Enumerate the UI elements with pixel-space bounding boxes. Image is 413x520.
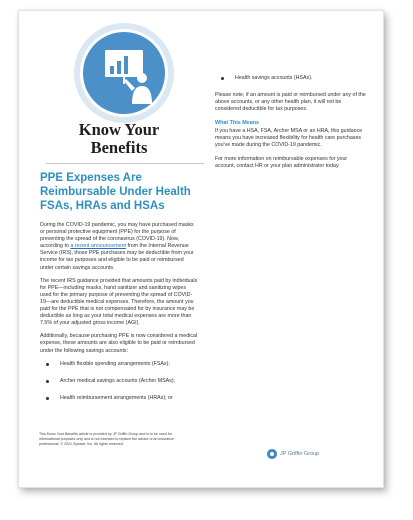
company-name: JP Griffin Group [280, 451, 320, 457]
list-item: Health reimbursement arrangements (HRAs); or [40, 395, 198, 402]
know-your-benefits-title: Know Your Benefits [78, 120, 160, 157]
list-item: Health flexible spending arrangements (FSAs); [40, 361, 198, 368]
list-item: Health savings accounts (HSAs). [215, 75, 367, 82]
presentation-chart-icon [68, 21, 180, 125]
document-page [18, 10, 384, 488]
announcement-link[interactable]: a recent announcement [70, 243, 126, 250]
left-body [40, 222, 198, 412]
article-headline: PPE Expenses Are Reimbursable Under Health FSAs, HRAs and HSAs [40, 172, 191, 212]
paragraph-more-info: For more information on reimbursable expenses for your account, contact HR or your plan administrator today. [215, 155, 348, 169]
benefits-logo [68, 21, 180, 125]
company-logo-icon [267, 449, 277, 459]
accounts-list-continued [215, 75, 367, 82]
title-divider [46, 163, 204, 164]
paragraph-what-this-means: If you have a HSA, FSA, Archer MSA or an HRA, this guidance means you have increased flexibility for health care purchases you've made during the COVID-19 pandemic. [215, 128, 363, 149]
accounts-list [40, 361, 198, 402]
paragraph-accounts: Additionally, because purchasing PPE is now considered a medical expense, these amounts are also eligible to be paid or reimbursed under the following savings accounts: [40, 333, 198, 354]
list-item: Archer medical savings accounts (Archer MSAs); [40, 378, 198, 385]
footer-disclaimer: This Know Your Benefits article is provided by JP Griffin Group and is to be used for informational purposes only and is not intended to replace the advice of an insurance professional. © 2021 Zywave, Inc. All rights reserved. [39, 432, 175, 446]
paragraph-note: Please note, if an amount is paid or reimbursed under any of the above accounts, or any other health plan, it will not be considered deductible for tax purposes. [215, 92, 366, 113]
paragraph-intro: During the COVID-19 pandemic, you may have purchased masks or personal protective equipment (PPE) for the purpose of preventing the spread of the coronavirus (COVID-19). Now, according to a recent announcement from the Internal Revenue Service (IRS), those PPE purchases may be deductible from your income for tax purposes and eligible to be paid or reimbursed under certain savings accounts. [40, 222, 194, 271]
paragraph-irs-guidance: The recent IRS guidance provided that amounts paid by individuals for PPE—including masks, hand sanitizer and sanitizing wipes used for the primary purpose of preventing the spread of COVID-19—are deductible medical expenses. Therefore, the amount you paid for the PPE that is not compensated for by insurance may be deductible as long as your total medical expenses are more than 7.5% of your adjusted gross income (AGI). [40, 277, 198, 327]
company-logo [267, 448, 319, 460]
what-this-means-heading: What This Means [215, 120, 260, 127]
right-column [215, 75, 367, 176]
